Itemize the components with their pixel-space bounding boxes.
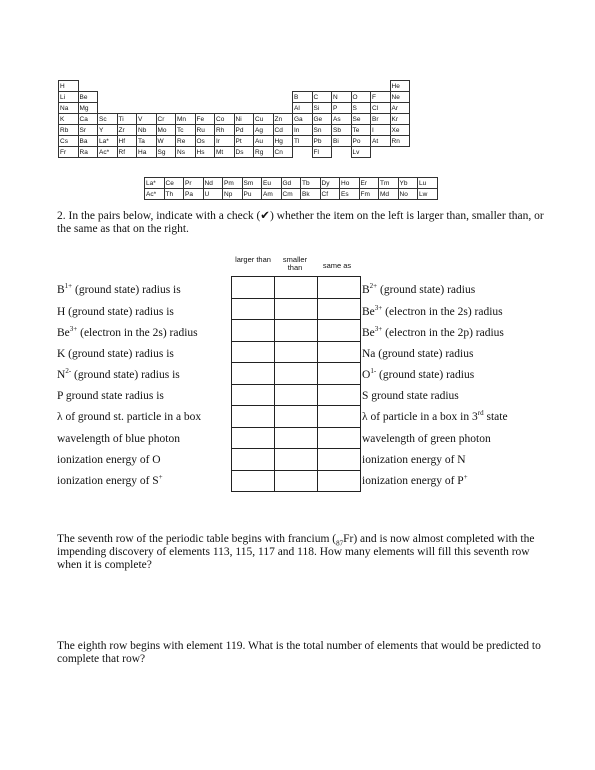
empty-cell xyxy=(98,81,118,92)
pair-right: ionization energy of P+ xyxy=(362,473,468,487)
answer-cell-smaller[interactable] xyxy=(275,470,318,492)
periodic-table-row xyxy=(59,136,410,147)
element-cell: Sm xyxy=(242,178,262,189)
element-cell: Ru xyxy=(195,125,215,136)
element-cell: Sn xyxy=(312,125,332,136)
element-cell: Be xyxy=(78,92,98,103)
answer-cell-larger[interactable] xyxy=(232,320,275,342)
col-header-same: same as xyxy=(322,261,352,270)
element-cell: In xyxy=(293,125,313,136)
periodic-table-row xyxy=(59,125,410,136)
element-cell: Sg xyxy=(156,147,176,158)
periodic-table-row xyxy=(59,103,410,114)
element-cell: Ga xyxy=(293,114,313,125)
element-cell: Bk xyxy=(301,189,321,200)
answer-cell-larger[interactable] xyxy=(232,298,275,320)
empty-cell xyxy=(390,147,410,158)
element-cell: N xyxy=(332,92,352,103)
empty-cell xyxy=(176,81,196,92)
empty-cell xyxy=(293,81,313,92)
empty-cell xyxy=(332,147,352,158)
empty-cell xyxy=(195,92,215,103)
pair-left: ionization energy of O xyxy=(57,454,161,466)
answer-cell-smaller[interactable] xyxy=(275,277,318,299)
element-cell: Mn xyxy=(176,114,196,125)
pair-left: λ of ground st. particle in a box xyxy=(57,411,202,423)
empty-cell xyxy=(332,81,352,92)
answer-row xyxy=(232,277,361,299)
element-cell: Si xyxy=(312,103,332,114)
answer-cell-same[interactable] xyxy=(318,363,361,385)
element-cell: Ir xyxy=(215,136,235,147)
answer-cell-larger[interactable] xyxy=(232,277,275,299)
element-cell: He xyxy=(390,81,410,92)
empty-cell xyxy=(293,147,313,158)
element-cell: Mg xyxy=(78,103,98,114)
element-cell: Au xyxy=(254,136,274,147)
element-cell: Rf xyxy=(117,147,137,158)
element-cell: Ti xyxy=(117,114,137,125)
element-cell: Fm xyxy=(359,189,379,200)
answer-cell-same[interactable] xyxy=(318,277,361,299)
empty-cell xyxy=(254,81,274,92)
element-cell: Nd xyxy=(203,178,223,189)
element-cell: Ar xyxy=(390,103,410,114)
answer-cell-smaller[interactable] xyxy=(275,363,318,385)
pair-right: $O^{1-}$ (ground state) radius xyxy=(362,367,475,381)
element-cell: C xyxy=(312,92,332,103)
empty-cell xyxy=(195,103,215,114)
paragraph-eighth-row: The eighth row begins with element 119. What is the total number of elements that would be predicted to complete that row? xyxy=(57,640,541,665)
empty-cell xyxy=(137,81,157,92)
element-cell: P xyxy=(332,103,352,114)
element-cell: Nb xyxy=(137,125,157,136)
element-cell: Kr xyxy=(390,114,410,125)
empty-cell xyxy=(371,81,391,92)
element-cell: I xyxy=(371,125,391,136)
element-cell: Cm xyxy=(281,189,301,200)
empty-cell xyxy=(234,103,254,114)
element-cell: Am xyxy=(262,189,282,200)
pair-left: H (ground state) radius is xyxy=(57,306,174,318)
element-cell: Po xyxy=(351,136,371,147)
answer-cell-same[interactable] xyxy=(318,320,361,342)
element-cell: Cn xyxy=(273,147,293,158)
empty-cell xyxy=(78,81,98,92)
empty-cell xyxy=(254,103,274,114)
element-cell: Lu xyxy=(418,178,438,189)
element-cell: Hs xyxy=(195,147,215,158)
element-cell: Tl xyxy=(293,136,313,147)
element-cell: W xyxy=(156,136,176,147)
empty-cell xyxy=(137,92,157,103)
element-cell: Ns xyxy=(176,147,196,158)
element-cell: B xyxy=(293,92,313,103)
element-cell: Ho xyxy=(340,178,360,189)
answer-cell-smaller[interactable] xyxy=(275,384,318,406)
element-cell: At xyxy=(371,136,391,147)
element-cell: Es xyxy=(340,189,360,200)
element-cell: Bi xyxy=(332,136,352,147)
element-cell: Mo xyxy=(156,125,176,136)
paragraph-seventh-row: The seventh row of the periodic table begins with francium $(_{87}Fr)$ and is now almost completed with the impending discovery of elements 113, 115, 117 and 118. How many elements will fill this seventh row when it is complete? xyxy=(57,533,535,571)
fblock-row xyxy=(145,178,438,189)
answer-cell-larger[interactable] xyxy=(232,406,275,428)
answer-cell-larger[interactable] xyxy=(232,384,275,406)
answer-cell-smaller[interactable] xyxy=(275,320,318,342)
empty-cell xyxy=(156,103,176,114)
element-cell: Ce xyxy=(164,178,184,189)
answer-cell-larger[interactable] xyxy=(232,341,275,363)
empty-cell xyxy=(273,81,293,92)
element-cell: Y xyxy=(98,125,118,136)
element-cell: Md xyxy=(379,189,399,200)
empty-cell xyxy=(156,81,176,92)
empty-cell xyxy=(215,92,235,103)
element-cell: Pb xyxy=(312,136,332,147)
col-header-larger: larger than xyxy=(235,255,271,264)
element-cell: Pu xyxy=(242,189,262,200)
element-cell: Cr xyxy=(156,114,176,125)
answer-cell-larger[interactable] xyxy=(232,449,275,471)
element-cell: Pd xyxy=(234,125,254,136)
element-cell: Rb xyxy=(59,125,79,136)
answer-cell-smaller[interactable] xyxy=(275,341,318,363)
empty-cell xyxy=(137,103,157,114)
answer-row xyxy=(232,384,361,406)
empty-cell xyxy=(176,103,196,114)
answer-cell-same[interactable] xyxy=(318,341,361,363)
answer-cell-larger[interactable] xyxy=(232,427,275,449)
element-cell: S xyxy=(351,103,371,114)
answer-row xyxy=(232,449,361,471)
empty-cell xyxy=(195,81,215,92)
element-cell: Cu xyxy=(254,114,274,125)
pair-left: wavelength of blue photon xyxy=(57,433,180,445)
element-cell: Cf xyxy=(320,189,340,200)
answer-cell-smaller[interactable] xyxy=(275,449,318,471)
element-cell: Dy xyxy=(320,178,340,189)
element-cell: Th xyxy=(164,189,184,200)
element-cell: Re xyxy=(176,136,196,147)
answer-cell-larger[interactable] xyxy=(232,470,275,492)
answer-cell-same[interactable] xyxy=(318,298,361,320)
answer-row xyxy=(232,363,361,385)
element-cell: Zn xyxy=(273,114,293,125)
periodic-table-fblock xyxy=(144,177,438,200)
element-cell: Lv xyxy=(351,147,371,158)
answer-cell-same[interactable] xyxy=(318,406,361,428)
empty-cell xyxy=(273,103,293,114)
element-cell: Ra xyxy=(78,147,98,158)
element-cell: U xyxy=(203,189,223,200)
pair-right: ionization energy of N xyxy=(362,454,466,466)
element-cell: Fe xyxy=(195,114,215,125)
element-cell: Hg xyxy=(273,136,293,147)
pair-right: $Be^{3+}$ (electron in the 2s) radius xyxy=(362,304,503,318)
answer-cell-same[interactable] xyxy=(318,384,361,406)
element-cell: Rg xyxy=(254,147,274,158)
answer-cell-same[interactable] xyxy=(318,470,361,492)
pair-left: ionization energy of S+ xyxy=(57,473,163,487)
element-cell: Ta xyxy=(137,136,157,147)
element-cell: Al xyxy=(293,103,313,114)
fblock-row xyxy=(145,189,438,200)
answer-row xyxy=(232,427,361,449)
element-cell: Ag xyxy=(254,125,274,136)
empty-cell xyxy=(371,147,391,158)
empty-cell xyxy=(312,81,332,92)
element-cell: H xyxy=(59,81,79,92)
pair-right: $Be^{3+}$ (electron in the 2p) radius xyxy=(362,325,504,339)
element-cell: No xyxy=(398,189,418,200)
pair-left: $B^{1+}$ (ground state) radius is xyxy=(57,282,181,296)
element-cell: Ca xyxy=(78,114,98,125)
answer-cell-smaller[interactable] xyxy=(275,406,318,428)
element-cell: Fl xyxy=(312,147,332,158)
element-cell: Os xyxy=(195,136,215,147)
element-cell: Pa xyxy=(184,189,204,200)
element-cell: Yb xyxy=(398,178,418,189)
answer-cell-larger[interactable] xyxy=(232,363,275,385)
element-cell: O xyxy=(351,92,371,103)
element-cell: As xyxy=(332,114,352,125)
element-cell: Br xyxy=(371,114,391,125)
pair-left: $N^{2-}$ (ground state) radius is xyxy=(57,367,180,381)
answer-row xyxy=(232,470,361,492)
element-cell: Gd xyxy=(281,178,301,189)
empty-cell xyxy=(98,92,118,103)
answer-row xyxy=(232,298,361,320)
element-cell: Zr xyxy=(117,125,137,136)
element-cell: Mt xyxy=(215,147,235,158)
answer-cell-smaller[interactable] xyxy=(275,427,318,449)
element-cell: Np xyxy=(223,189,243,200)
element-cell: Li xyxy=(59,92,79,103)
element-cell: Sc xyxy=(98,114,118,125)
element-cell: Ac* xyxy=(98,147,118,158)
element-cell: K xyxy=(59,114,79,125)
empty-cell xyxy=(234,81,254,92)
empty-cell xyxy=(215,81,235,92)
answer-row xyxy=(232,341,361,363)
element-cell: Sr xyxy=(78,125,98,136)
empty-cell xyxy=(234,92,254,103)
empty-cell xyxy=(351,81,371,92)
pair-right: S ground state radius xyxy=(362,390,459,402)
answer-cell-same[interactable] xyxy=(318,427,361,449)
element-cell: Eu xyxy=(262,178,282,189)
pair-right: wavelength of green photon xyxy=(362,433,491,445)
element-cell: Cs xyxy=(59,136,79,147)
element-cell: Ne xyxy=(390,92,410,103)
element-cell: Co xyxy=(215,114,235,125)
element-cell: Lw xyxy=(418,189,438,200)
element-cell: Ha xyxy=(137,147,157,158)
element-cell: Fr xyxy=(59,147,79,158)
element-cell: Te xyxy=(351,125,371,136)
periodic-table-main xyxy=(58,80,410,158)
answer-cell-smaller[interactable] xyxy=(275,298,318,320)
answer-grid xyxy=(231,276,361,492)
pair-left: P ground state radius is xyxy=(57,390,164,402)
element-cell: Cl xyxy=(371,103,391,114)
periodic-table-row xyxy=(59,81,410,92)
element-cell: Tm xyxy=(379,178,399,189)
periodic-table-row xyxy=(59,92,410,103)
answer-row xyxy=(232,406,361,428)
empty-cell xyxy=(176,92,196,103)
element-cell: Ac* xyxy=(145,189,165,200)
pair-right: Na (ground state) radius xyxy=(362,348,474,360)
empty-cell xyxy=(117,103,137,114)
element-cell: Xe xyxy=(390,125,410,136)
element-cell: Hf xyxy=(117,136,137,147)
element-cell: Cd xyxy=(273,125,293,136)
element-cell: Pr xyxy=(184,178,204,189)
element-cell: Rn xyxy=(390,136,410,147)
col-header-smaller: smaller than xyxy=(282,255,308,272)
element-cell: La* xyxy=(145,178,165,189)
empty-cell xyxy=(98,103,118,114)
answer-row xyxy=(232,320,361,342)
pair-left: $Be^{3+}$ (electron in the 2s) radius xyxy=(57,325,198,339)
pair-left: K (ground state) radius is xyxy=(57,348,174,360)
element-cell: Ge xyxy=(312,114,332,125)
empty-cell xyxy=(156,92,176,103)
empty-cell xyxy=(273,92,293,103)
answer-cell-same[interactable] xyxy=(318,449,361,471)
element-cell: Se xyxy=(351,114,371,125)
element-cell: Sb xyxy=(332,125,352,136)
element-cell: Ni xyxy=(234,114,254,125)
pair-right: λ of particle in a box in 3rd state xyxy=(362,409,508,423)
element-cell: La* xyxy=(98,136,118,147)
element-cell: Pm xyxy=(223,178,243,189)
periodic-table-row xyxy=(59,147,410,158)
question-2-text: 2. In the pairs below, indicate with a check (✔) whether the item on the left is larger than, smaller than, or the same as that on the right. xyxy=(57,210,544,235)
empty-cell xyxy=(254,92,274,103)
element-cell: Ba xyxy=(78,136,98,147)
periodic-table-row xyxy=(59,114,410,125)
element-cell: Tb xyxy=(301,178,321,189)
element-cell: Na xyxy=(59,103,79,114)
element-cell: Ds xyxy=(234,147,254,158)
empty-cell xyxy=(215,103,235,114)
empty-cell xyxy=(117,81,137,92)
empty-cell xyxy=(117,92,137,103)
element-cell: Er xyxy=(359,178,379,189)
element-cell: F xyxy=(371,92,391,103)
element-cell: Pt xyxy=(234,136,254,147)
element-cell: V xyxy=(137,114,157,125)
element-cell: Tc xyxy=(176,125,196,136)
pair-right: $B^{2+}$ (ground state) radius xyxy=(362,282,476,296)
element-cell: Rh xyxy=(215,125,235,136)
